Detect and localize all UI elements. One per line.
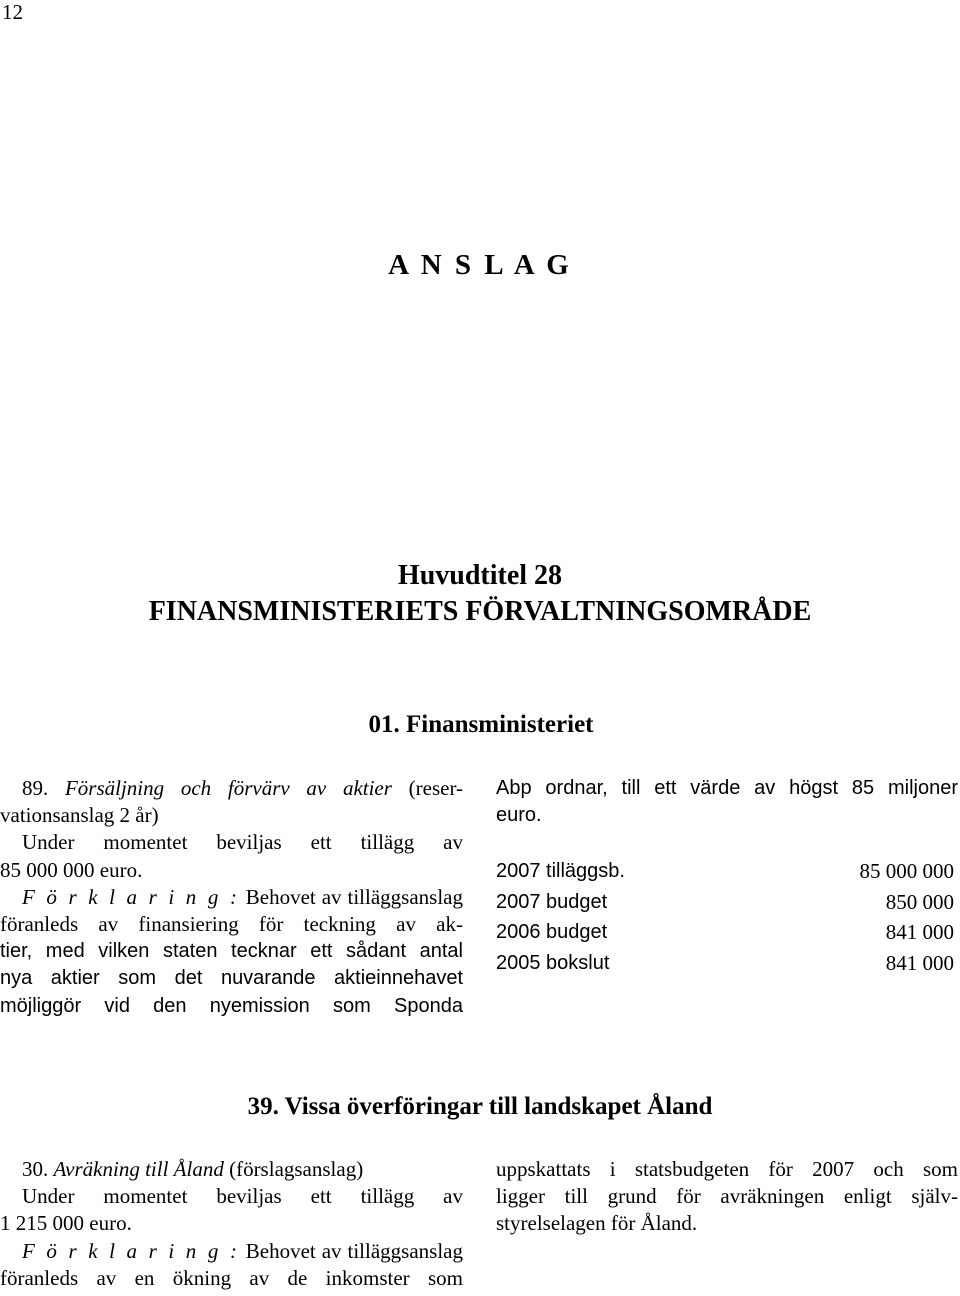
explanation-label: F ö r k l a r i n g : [22,884,240,909]
budget-label: 2007 tilläggsb. [496,860,625,882]
item-30-line2: Under momentet beviljas ett tillägg av [22,1184,463,1209]
explanation-line2: föranleds av en ökning av de inkomster som [0,1265,463,1290]
main-heading-line2: FINANSMINISTERIETS FÖRVALTNINGSOMRÅDE [148,596,812,627]
item-30-left-column [0,1156,463,1292]
explanation-text: Behovet av tilläggsanslag [239,884,463,909]
budget-label: 2006 budget [496,921,608,943]
explanation-line5: möjliggör vid den nyemission som Sponda [0,994,463,1017]
explanation-text: Behovet av tilläggsanslag [239,1238,463,1263]
budget-label: 2005 bokslut [496,951,610,974]
item-89-line1 [0,775,463,802]
budget-row [496,856,954,887]
explanation-line2: föranleds av finansiering för teckning av ak- [0,912,463,937]
section-heading-39: 39. Vissa överföringar till landskapet Åland [247,1093,713,1120]
explanation-line1 [0,1238,463,1265]
item-title: Avräkning till Åland [53,1157,224,1181]
explanation-label: F ö r k l a r i n g : [22,1238,240,1263]
item-type: (förslagsanslag) [223,1157,364,1181]
right-line1: Abp ordnar, till ett värde av högst 85 miljoner [496,777,958,799]
item-89-line2: vationsanslag 2 år) [0,803,159,828]
item-89-left-column [0,775,463,1020]
budget-value: 85 000 000 [859,859,954,883]
page-number: 12 [2,0,23,24]
item-number: 89. [22,776,65,800]
budget-value: 841 000 [885,950,954,975]
right-line1: uppskattats i statsbudgeten för 2007 och som [496,1157,958,1181]
explanation-line1 [0,884,463,911]
item-30-right-column [496,1156,958,1238]
budget-row [496,948,954,979]
item-type: (reser- [391,776,464,800]
budget-row [496,917,954,948]
section-heading-01: 01. Finansministeriet [368,711,594,738]
budget-row [496,887,954,918]
item-89-line3: Under momentet beviljas ett tillägg av [22,830,463,855]
item-89-right-column [496,775,958,829]
budget-table [496,856,954,978]
budget-value: 841 000 [885,920,954,944]
main-title: A N S L A G [388,249,572,281]
item-30-line1 [0,1156,463,1183]
explanation-line3: tier, med vilken staten tecknar ett sådant antal [0,940,463,963]
right-line3: styrelselagen för Åland. [496,1211,698,1236]
item-89-line4: 85 000 000 euro. [0,857,143,882]
item-title: Försäljning och förvärv av aktier [64,776,392,800]
right-line2: euro. [496,804,542,827]
main-heading-line1: Huvudtitel 28 [397,560,563,591]
explanation-line4: nya aktier som det nuvarande aktieinnehavet [0,967,463,990]
main-heading [0,558,960,630]
budget-value: 850 000 [885,889,954,914]
item-number: 30. [22,1157,54,1181]
item-30-line3: 1 215 000 euro. [0,1211,132,1236]
right-line2: ligger till grund för avräkningen enligt själv- [496,1184,958,1209]
budget-label: 2007 budget [496,890,608,913]
